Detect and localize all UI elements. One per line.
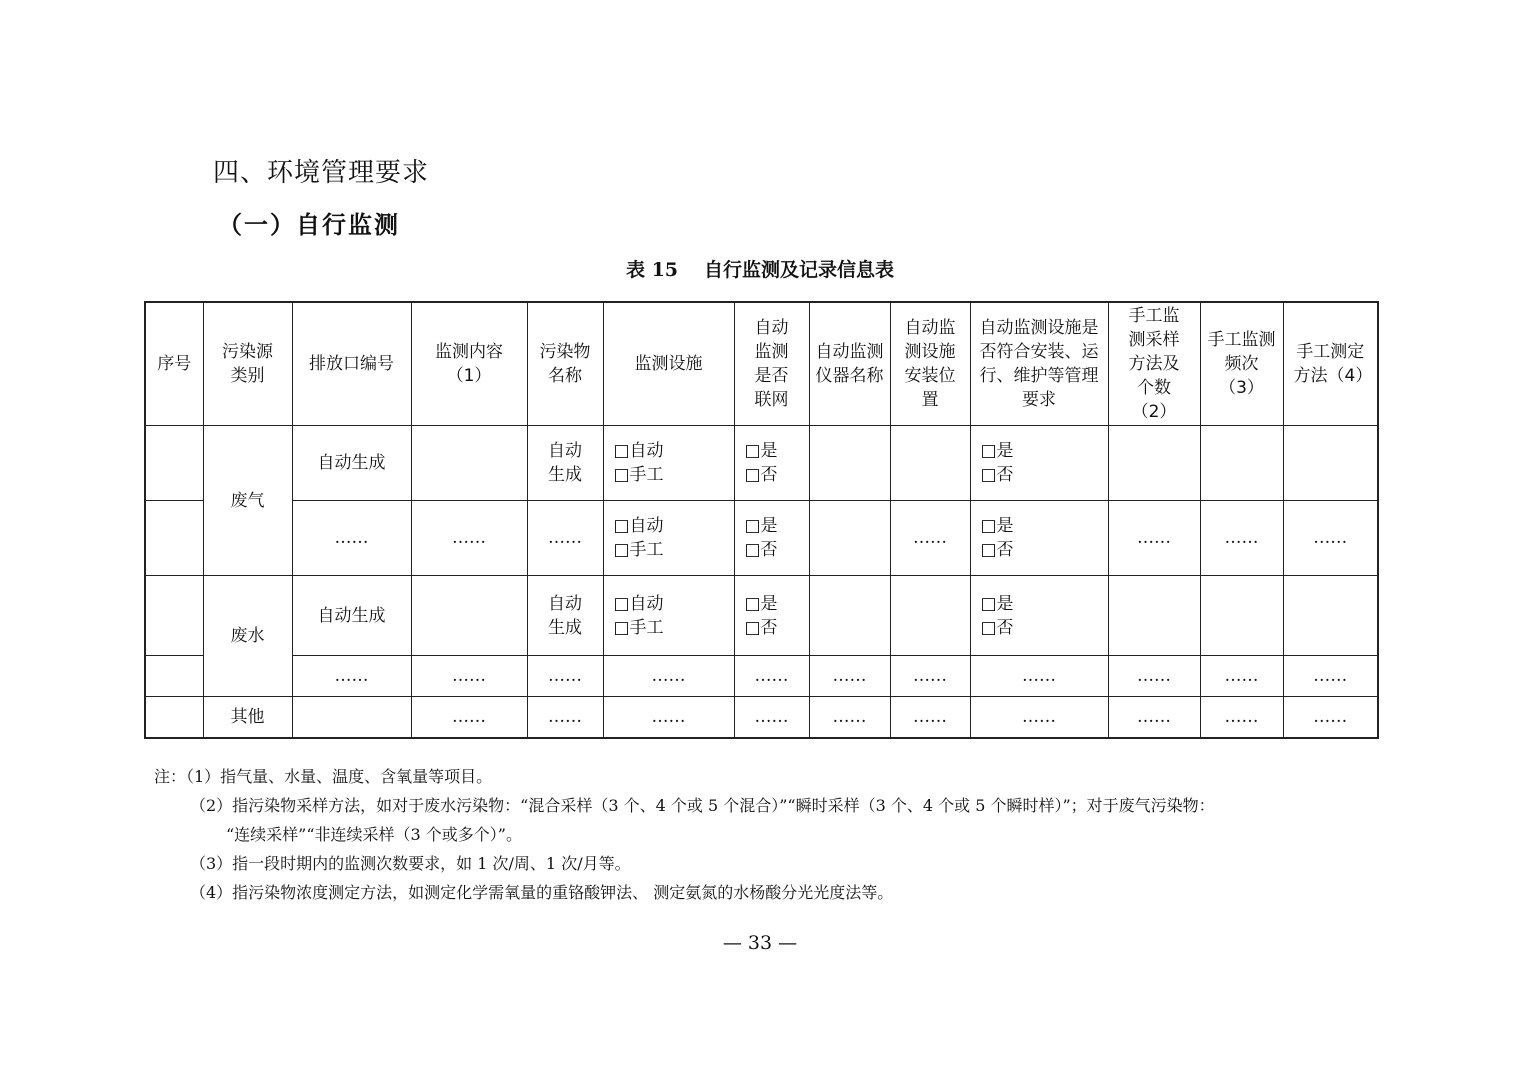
page-number: — 33 — — [722, 932, 798, 954]
table-cell — [1108, 426, 1200, 501]
checkbox-option[interactable]: □是 — [744, 593, 778, 614]
table-cell: …… — [292, 501, 411, 576]
table-cell: …… — [411, 656, 527, 697]
table-row — [145, 576, 1378, 656]
table-cell: …… — [890, 697, 970, 739]
checkbox-option[interactable]: □自动 — [613, 516, 664, 536]
checkbox-option[interactable]: □是 — [980, 593, 1014, 614]
table-cell: …… — [411, 697, 527, 739]
table-cell: …… — [603, 697, 734, 739]
table-cell: …… — [809, 697, 890, 739]
header-cell: 手工监测采样方法及个数（2） — [1108, 302, 1200, 426]
header-cell: 监测设施 — [603, 302, 734, 426]
table-cell — [527, 426, 603, 501]
table-cell: …… — [1108, 697, 1200, 739]
table-cell — [1200, 576, 1283, 656]
table-cell — [734, 576, 809, 656]
table-cell — [809, 576, 890, 656]
note-line: 注：（1）指气量、水量、温度、含氧量等项目。 — [154, 767, 493, 786]
header-cell: 自动监测是否联网 — [734, 302, 809, 426]
cell-line: 自动 — [548, 441, 582, 461]
table-cell: …… — [734, 656, 809, 697]
table-cell: …… — [603, 656, 734, 697]
checkbox-option[interactable]: □否 — [980, 465, 1014, 485]
header-cell: 自动监测仪器名称 — [809, 302, 890, 426]
table-cell — [1200, 426, 1283, 501]
checkbox-option[interactable]: □是 — [744, 516, 778, 536]
table-cell — [603, 501, 734, 576]
checkbox-option[interactable]: □手工 — [613, 617, 664, 638]
table-row — [145, 501, 1378, 576]
header-cell: 监测内容（1） — [411, 302, 527, 426]
table-cell: …… — [1283, 501, 1378, 576]
table-cell — [145, 697, 203, 739]
table-number: 表 15 — [625, 259, 679, 281]
monitoring-table — [144, 301, 1379, 739]
table-cell — [411, 576, 527, 656]
table-cell: …… — [1108, 501, 1200, 576]
table-cell — [527, 576, 603, 656]
table-cell — [292, 697, 411, 739]
table-cell — [603, 576, 734, 656]
table-cell: 自动生成 — [292, 576, 411, 656]
table-cell — [970, 576, 1108, 656]
table-cell: …… — [1200, 501, 1283, 576]
table-cell: …… — [527, 656, 603, 697]
table-cell: …… — [411, 501, 527, 576]
table-cell — [809, 501, 890, 576]
table-header-row — [145, 302, 1378, 426]
table-cell — [970, 501, 1108, 576]
checkbox-option[interactable]: □是 — [744, 441, 778, 461]
table-cell: …… — [1108, 656, 1200, 697]
header-cell: 手工监测频次（3） — [1200, 302, 1283, 426]
table-row — [145, 697, 1378, 739]
category-cell: 废气 — [203, 426, 292, 576]
header-cell: 污染物名称 — [527, 302, 603, 426]
checkbox-option[interactable]: □否 — [744, 540, 778, 560]
checkbox-option[interactable]: □是 — [980, 516, 1014, 536]
table-cell: …… — [890, 501, 970, 576]
table-cell: …… — [890, 656, 970, 697]
header-cell: 排放口编号 — [292, 302, 411, 426]
table-cell — [809, 426, 890, 501]
section-heading: 四、环境管理要求 — [213, 158, 430, 188]
table-row — [145, 426, 1378, 501]
table-cell: …… — [970, 656, 1108, 697]
table-cell: …… — [527, 501, 603, 576]
table-cell — [1108, 576, 1200, 656]
note-line: “连续采样”“非连续采样（3 个或多个）”。 — [226, 825, 522, 844]
table-row — [145, 656, 1378, 697]
table-cell: …… — [970, 697, 1108, 739]
checkbox-option[interactable]: □自动 — [613, 593, 664, 614]
table-cell — [1283, 576, 1378, 656]
cell-line: 自动 — [548, 593, 582, 614]
checkbox-option[interactable]: □自动 — [613, 441, 664, 461]
header-cell: 序号 — [145, 302, 203, 426]
table-cell — [1283, 426, 1378, 501]
cell-line: 生成 — [548, 617, 582, 638]
table-cell — [145, 656, 203, 697]
table-notes — [154, 762, 1215, 907]
table-cell: …… — [292, 656, 411, 697]
table-cell — [734, 426, 809, 501]
table-cell — [145, 501, 203, 576]
note-line: （2）指污染物采样方法，如对于废水污染物：“混合采样（3 个、4 个或 5 个混合）”“瞬时采样（3 个、4 个或 5 个瞬时样）”；对于废气污染物： — [190, 796, 1215, 815]
table-caption — [0, 255, 1520, 282]
table-cell: …… — [1283, 656, 1378, 697]
table-cell — [603, 426, 734, 501]
note-line: （4）指污染物浓度测定方法，如测定化学需氧量的重铬酸钾法、 测定氨氮的水杨酸分光光度法等。 — [190, 883, 894, 902]
table-cell: …… — [1283, 697, 1378, 739]
table-cell: …… — [734, 697, 809, 739]
checkbox-option[interactable]: □是 — [980, 441, 1014, 461]
table-cell: …… — [1200, 656, 1283, 697]
table-cell — [145, 426, 203, 501]
header-cell: 手工测定方法（4） — [1283, 302, 1378, 426]
table-cell — [411, 426, 527, 501]
table-cell — [890, 426, 970, 501]
table-cell — [970, 426, 1108, 501]
table-cell: …… — [1200, 697, 1283, 739]
header-cell: 自动监测设施是否符合安装、运行、维护等管理要求 — [970, 302, 1108, 426]
subsection-heading: （一）自行监测 — [218, 211, 400, 239]
checkbox-option[interactable]: □手工 — [613, 540, 664, 560]
table-cell: 自动生成 — [292, 426, 411, 501]
table-cell: …… — [809, 656, 890, 697]
checkbox-option[interactable]: □手工 — [613, 465, 664, 485]
category-cell: 废水 — [203, 576, 292, 697]
table-cell — [890, 576, 970, 656]
header-cell: 污染源类别 — [203, 302, 292, 426]
note-line: （3）指一段时期内的监测次数要求，如 1 次/周、1 次/月等。 — [190, 854, 631, 873]
table-cell: …… — [527, 697, 603, 739]
table-cell — [734, 501, 809, 576]
table-cell — [145, 576, 203, 656]
category-cell: 其他 — [203, 697, 292, 739]
header-cell: 自动监测设施安装位置 — [890, 302, 970, 426]
checkbox-option[interactable]: □否 — [744, 617, 778, 638]
cell-line: 生成 — [548, 465, 582, 485]
table-title: 自行监测及记录信息表 — [704, 259, 895, 281]
checkbox-option[interactable]: □否 — [980, 617, 1014, 638]
checkbox-option[interactable]: □否 — [980, 540, 1014, 560]
checkbox-option[interactable]: □否 — [744, 465, 778, 485]
